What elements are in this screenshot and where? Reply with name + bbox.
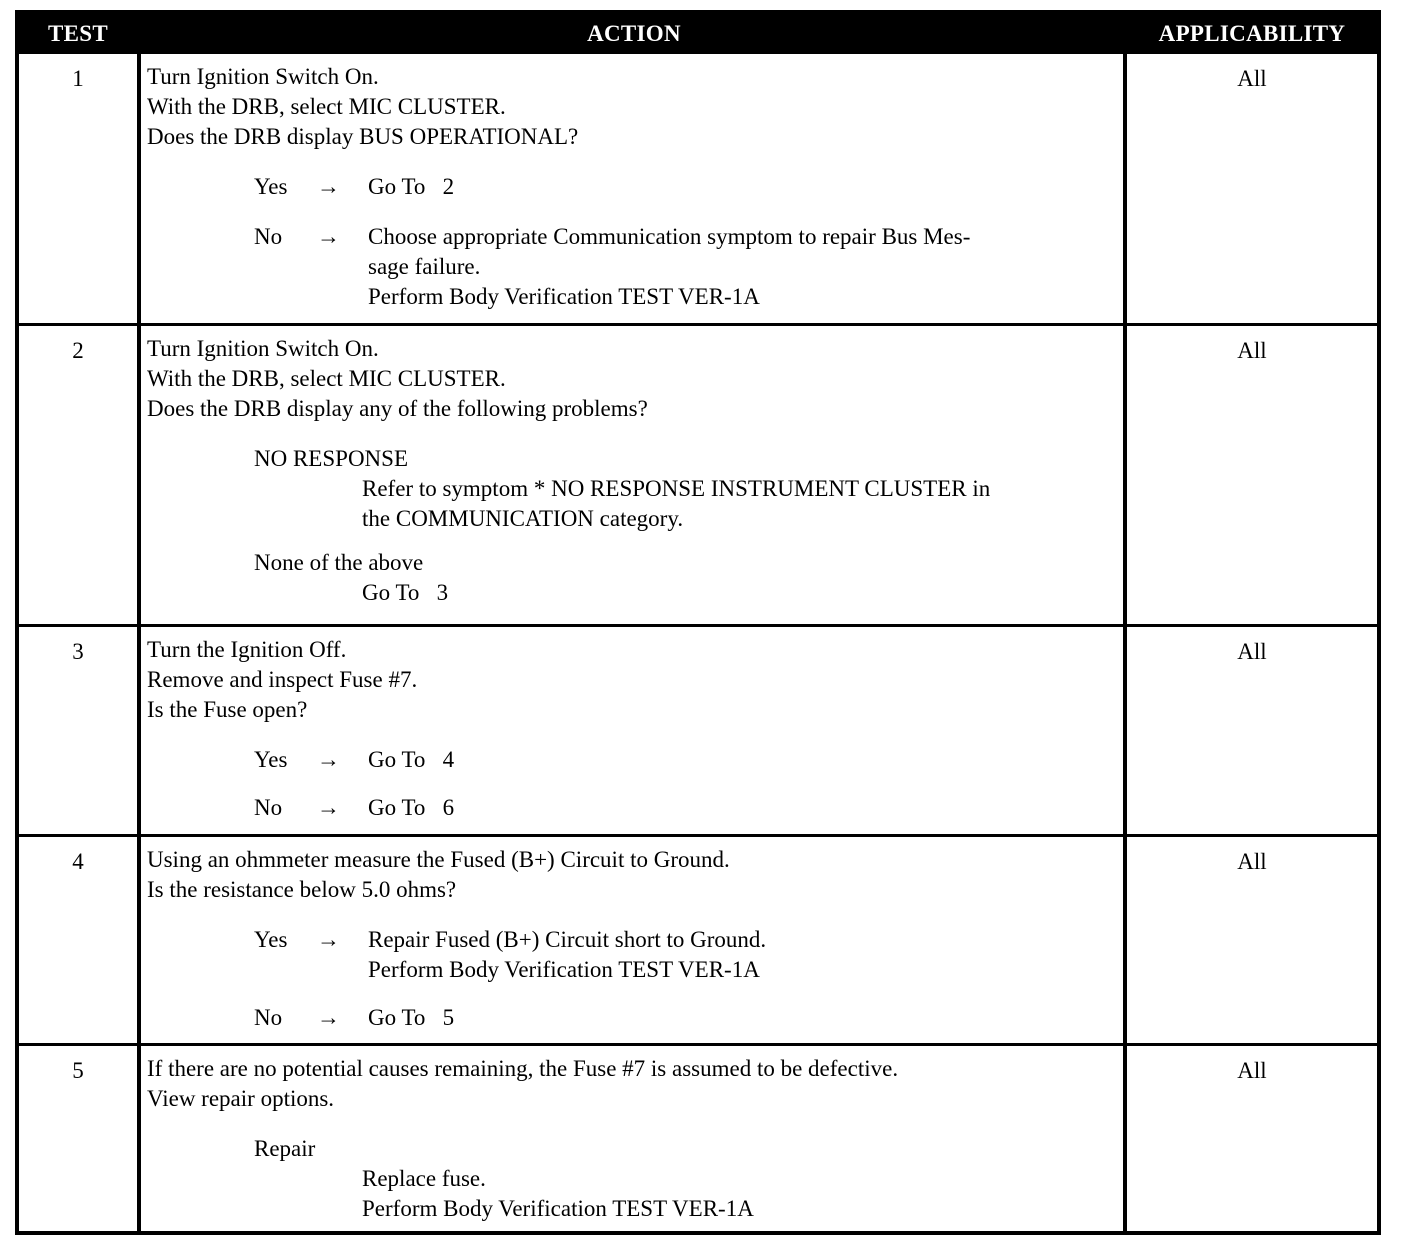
action-cell (147, 635, 1122, 823)
option-result: Go To 2 (368, 174, 455, 199)
table-row (19, 627, 1377, 834)
choice-title: None of the above (254, 550, 424, 575)
option-result: Choose appropriate Communication symptom to repair Bus Mes- (368, 224, 971, 249)
choice-body: Go To 3 (362, 580, 449, 605)
option-yes (147, 745, 1122, 775)
instruction-line: Turn Ignition Switch On. (147, 64, 379, 89)
table-row (19, 837, 1377, 1043)
diagnostic-table (15, 10, 1381, 1235)
header-action: ACTION (587, 21, 681, 46)
option-label: Yes (254, 174, 288, 199)
option-result-continued: sage failure. (368, 254, 481, 279)
instruction-line: Remove and inspect Fuse #7. (147, 667, 418, 692)
option-result-continued: Perform Body Verification TEST VER-1A (368, 284, 760, 309)
test-number: 4 (72, 849, 84, 874)
applicability-value: All (1237, 66, 1267, 91)
instruction-line: With the DRB, select MIC CLUSTER. (147, 94, 506, 119)
option-label: No (254, 795, 283, 820)
instruction-line: Does the DRB display any of the following problems? (147, 396, 648, 421)
choice-title: NO RESPONSE (254, 446, 409, 471)
instruction-line: View repair options. (147, 1086, 335, 1111)
option-result-continued: Perform Body Verification TEST VER-1A (368, 957, 760, 982)
arrow-icon: → (317, 795, 340, 820)
instruction-line: Does the DRB display BUS OPERATIONAL? (147, 124, 579, 149)
option-label: No (254, 224, 283, 249)
choice-body: Refer to symptom * NO RESPONSE INSTRUMENT CLUSTER in (362, 476, 991, 501)
header-test: TEST (47, 21, 108, 46)
table-row (19, 1046, 1377, 1231)
action-cell (147, 1054, 1122, 1224)
table-row (19, 326, 1377, 624)
test-number: 1 (72, 66, 84, 91)
option-no (147, 793, 1122, 823)
arrow-icon: → (317, 747, 340, 772)
option-label: No (254, 1005, 283, 1030)
option-result: Go To 6 (368, 795, 455, 820)
instruction-line: Turn the Ignition Off. (147, 637, 347, 662)
option-label: Yes (254, 747, 288, 772)
choice-body: Replace fuse. (362, 1166, 486, 1191)
option-no (147, 222, 1122, 252)
instruction-line: Turn Ignition Switch On. (147, 336, 379, 361)
test-number: 5 (72, 1058, 84, 1083)
applicability-value: All (1237, 849, 1267, 874)
option-no (147, 1003, 1122, 1033)
header-applicability: APPLICABILITY (1158, 21, 1346, 46)
arrow-icon: → (317, 927, 340, 952)
option-result: Go To 5 (368, 1005, 455, 1030)
option-yes (147, 172, 1122, 202)
instruction-line: Is the resistance below 5.0 ohms? (147, 877, 457, 902)
action-cell (147, 845, 1122, 1033)
applicability-value: All (1237, 338, 1267, 363)
arrow-icon: → (317, 224, 340, 249)
option-yes (147, 925, 1122, 955)
arrow-icon: → (317, 174, 340, 199)
action-cell (147, 62, 1122, 312)
test-number: 2 (72, 338, 84, 363)
choice-body: Perform Body Verification TEST VER-1A (362, 1196, 754, 1221)
test-number: 3 (72, 639, 84, 664)
table-header (19, 14, 1377, 54)
choice-title: Repair (254, 1136, 316, 1161)
applicability-value: All (1237, 1058, 1267, 1083)
instruction-line: Using an ohmmeter measure the Fused (B+) Circuit to Ground. (147, 847, 730, 872)
action-cell (147, 334, 1122, 608)
instruction-line: Is the Fuse open? (147, 697, 308, 722)
option-result: Go To 4 (368, 747, 455, 772)
instruction-line: With the DRB, select MIC CLUSTER. (147, 366, 506, 391)
arrow-icon: → (317, 1005, 340, 1030)
instruction-line: If there are no potential causes remaining, the Fuse #7 is assumed to be defective. (147, 1056, 899, 1081)
choice-body: the COMMUNICATION category. (362, 506, 684, 531)
table-row (19, 54, 1377, 323)
option-label: Yes (254, 927, 288, 952)
applicability-value: All (1237, 639, 1267, 664)
option-result: Repair Fused (B+) Circuit short to Ground. (368, 927, 767, 952)
